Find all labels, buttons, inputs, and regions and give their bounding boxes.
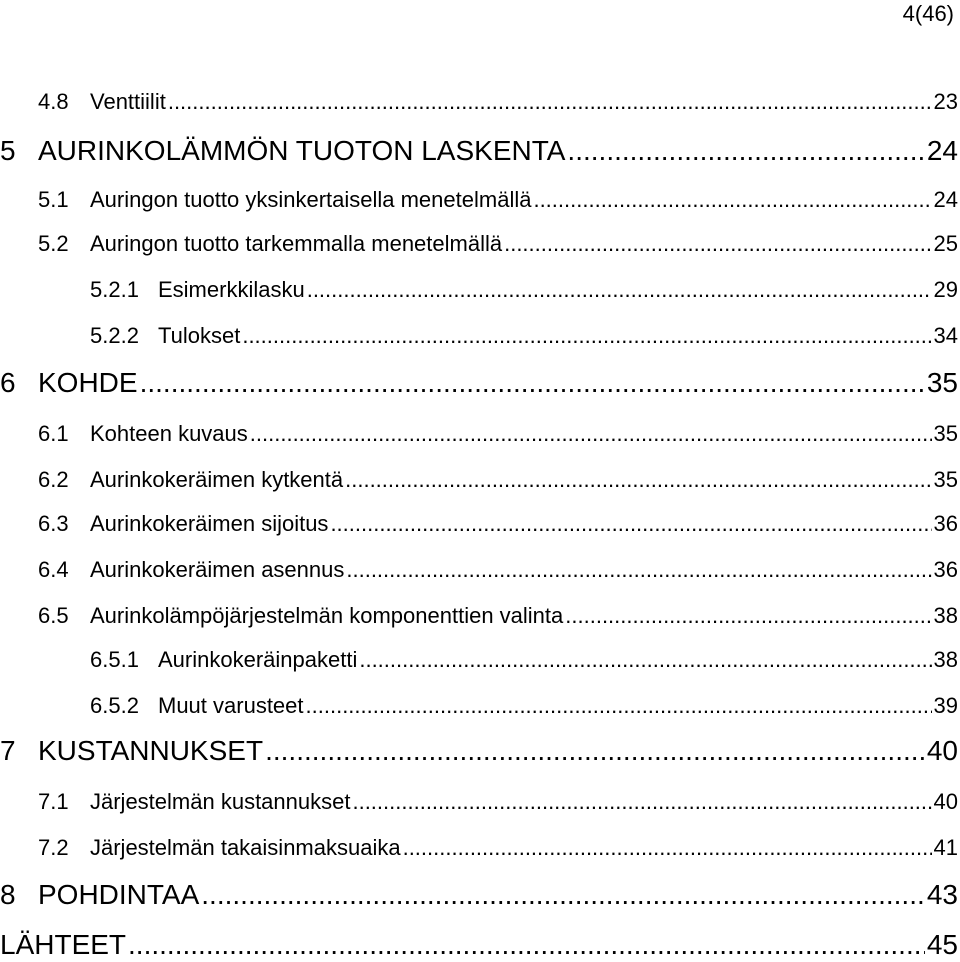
toc-entry-page: 40 (933, 789, 958, 814)
toc-entry-number: 5.1 (38, 187, 69, 212)
toc-leader-dots (242, 322, 931, 350)
toc-entry-title: Venttiilit (90, 89, 166, 114)
toc-leader-dots (565, 602, 931, 630)
toc-entry-title: LÄHTEET (0, 929, 127, 960)
toc-entry-title: Tulokset (158, 323, 241, 348)
toc-entry-number: 7.2 (38, 835, 69, 860)
toc-entry-title: Auringon tuotto tarkemmalla menetelmällä (90, 231, 503, 256)
toc-entry-number: 5 (0, 135, 16, 166)
toc-leader-dots (250, 420, 932, 448)
toc-leader-dots (345, 466, 931, 494)
toc-entry[interactable] (38, 420, 958, 448)
toc-entry-title: POHDINTAA (38, 879, 200, 910)
toc-entry-number: 5.2 (38, 231, 69, 256)
toc-entry[interactable] (90, 692, 958, 720)
toc-entry-page: 40 (926, 735, 958, 766)
toc-leader-dots (168, 88, 932, 116)
toc-entry-title: Aurinkokeräimen kytkentä (90, 467, 344, 492)
toc-leader-dots (128, 928, 925, 962)
toc-entry-page: 36 (933, 511, 958, 536)
toc-leader-dots (346, 556, 931, 584)
toc-entry[interactable] (0, 366, 958, 400)
toc-entry-number: 8 (0, 879, 16, 910)
toc-entry-page: 23 (933, 89, 958, 114)
toc-entry-number: 7.1 (38, 789, 69, 814)
toc-entry-title: Järjestelmän kustannukset (90, 789, 351, 814)
toc-leader-dots (352, 788, 931, 816)
toc-leader-dots (567, 134, 924, 168)
toc-entry[interactable] (90, 322, 958, 350)
toc-leader-dots (265, 734, 925, 768)
toc-entry-page: 24 (933, 187, 958, 212)
toc-entry-title: Aurinkokeräimen asennus (90, 557, 345, 582)
toc-entry-number: 5.2.2 (90, 323, 139, 348)
toc-leader-dots (533, 186, 931, 214)
toc-entry-page: 41 (933, 835, 958, 860)
toc-entry-page: 39 (933, 693, 958, 718)
toc-entry-page: 43 (926, 879, 958, 910)
toc-entry-title: Aurinkokeräimen sijoitus (90, 511, 329, 536)
toc-leader-dots (201, 878, 925, 912)
toc-leader-dots (504, 230, 931, 258)
toc-entry[interactable] (90, 276, 958, 304)
toc-entry-number: 6.1 (38, 421, 69, 446)
toc-entry-page: 35 (933, 467, 958, 492)
toc-leader-dots (140, 366, 925, 400)
toc-entry[interactable] (38, 466, 958, 494)
toc-entry[interactable] (38, 186, 958, 214)
toc-entry-number: 5.2.1 (90, 277, 139, 302)
toc-entry-title: KOHDE (38, 367, 138, 398)
toc-entry-number: 6 (0, 367, 16, 398)
toc-entry-page: 35 (933, 421, 958, 446)
toc-entry[interactable] (38, 602, 958, 630)
toc-entry-title: KUSTANNUKSET (38, 735, 264, 766)
toc-entry[interactable] (90, 646, 958, 674)
toc-entry-page: 38 (933, 603, 958, 628)
toc-entry-number: 6.5.1 (90, 647, 139, 672)
toc-entry[interactable] (38, 510, 958, 538)
toc-entry-title: Muut varusteet (158, 693, 304, 718)
toc-entry[interactable] (38, 230, 958, 258)
toc-entry-page: 35 (926, 367, 958, 398)
toc-leader-dots (330, 510, 931, 538)
toc-entry-page: 29 (933, 277, 958, 302)
toc-entry-number: 6.4 (38, 557, 69, 582)
toc-entry-title: Kohteen kuvaus (90, 421, 248, 446)
toc-entry[interactable] (0, 134, 958, 168)
toc-entry-page: 25 (933, 231, 958, 256)
toc-entry-number: 7 (0, 735, 16, 766)
toc-leader-dots (359, 646, 931, 674)
toc-entry[interactable] (0, 734, 958, 768)
toc-leader-dots (403, 834, 932, 862)
toc-entry-title: Esimerkkilasku (158, 277, 305, 302)
toc-entry-number: 6.5.2 (90, 693, 139, 718)
toc-leader-dots (307, 276, 932, 304)
toc-entry-number: 6.3 (38, 511, 69, 536)
toc-entry-number: 4.8 (38, 89, 69, 114)
toc-entry-number: 6.5 (38, 603, 69, 628)
toc-entry-number: 6.2 (38, 467, 69, 492)
toc-entry[interactable] (38, 88, 958, 116)
toc-entry-page: 38 (933, 647, 958, 672)
toc-entry-title: Auringon tuotto yksinkertaisella menetelmällä (90, 187, 532, 212)
toc-entry[interactable] (38, 556, 958, 584)
toc-entry-page: 34 (933, 323, 958, 348)
toc-entry[interactable] (38, 834, 958, 862)
toc-entry-title: Järjestelmän takaisinmaksuaika (90, 835, 401, 860)
toc-entry[interactable] (38, 788, 958, 816)
page-number: 4(46) (902, 1, 954, 26)
toc-entry-page: 24 (926, 135, 958, 166)
toc-entry-page: 45 (926, 929, 958, 960)
toc-entry-title: Aurinkokeräinpaketti (158, 647, 358, 672)
toc-entry[interactable] (0, 928, 958, 962)
toc-entry-title: Aurinkolämpöjärjestelmän komponenttien valinta (90, 603, 564, 628)
toc-leader-dots (306, 692, 932, 720)
toc-entry[interactable] (0, 878, 958, 912)
toc-entry-title: AURINKOLÄMMÖN TUOTON LASKENTA (38, 135, 566, 166)
toc-entry-page: 36 (933, 557, 958, 582)
